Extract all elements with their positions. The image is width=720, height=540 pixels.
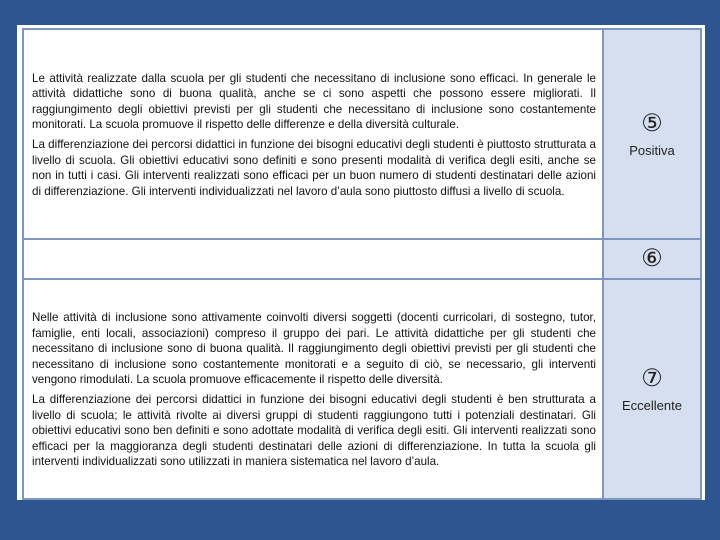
description-cell (23, 279, 603, 499)
evaluation-rubric-table (22, 28, 702, 500)
level-label: Eccellente (622, 397, 682, 413)
level-cell (603, 279, 701, 499)
rubric-row-positiva (23, 29, 701, 239)
description-paragraph: Le attività realizzate dalla scuola per gli studenti che necessitano di inclusione sono efficaci. In generale le attività didattiche sono di buona qualità, anche se ci sono aspetti che possono essere migliorati. Il raggiungimento degli obiettivi previsti per gli studenti che necessitano di inclusione sono costantemente monitorati. La scuola promuove il rispetto delle differenze e della diversità culturale. (32, 71, 596, 132)
description-paragraph: Nelle attività di inclusione sono attivamente coinvolti diversi soggetti (docenti curricolari, di sostegno, tutor, famiglie, enti locali, associazioni) compreso il gruppo dei pari. Le attività didattiche per gli studenti che necessitano di inclusione sono di buona qualità. Il raggiungimento degli obiettivi previsti per gli studenti che necessitano di inclusione sono costantemente monitorati e a seguito di ciò, se necessario, gli interventi vengono rimodulati. La scuola promuove efficacemente il rispetto delle diversità. (32, 311, 596, 387)
level-number: ⑦ (641, 364, 663, 392)
level-number: ⑤ (641, 109, 663, 137)
level-label: Positiva (629, 142, 675, 158)
rubric-row-eccellente (23, 279, 701, 499)
description-paragraph: La differenziazione dei percorsi didattici in funzione dei bisogni educativi degli studenti è piuttosto strutturata a livello di scuola. Gli obiettivi educativi sono definiti e sono presenti modalità di verifica degli esiti, anche se non in tutti i casi. Gli interventi realizzati sono efficaci per un buon numero di studenti destinatari delle azioni di differenziazione. Gli interventi individualizzati nel lavoro d’aula sono piuttosto diffusi a livello di scuola. (32, 138, 596, 198)
level-number: ⑥ (641, 245, 663, 272)
level-cell (603, 239, 701, 279)
description-cell-empty (23, 239, 603, 279)
description-paragraph: La differenziazione dei percorsi didattici in funzione dei bisogni educativi degli studenti è ben strutturata a livello di scuola; le attività rivolte ai diversi gruppi di studenti raggiungono tutti i potenziali destinatari. Gli obiettivi educativi sono ben definiti e sono adottate modalità di verifica degli esiti. Gli interventi realizzati sono efficaci per la maggioranza degli studenti destinatari delle azioni di differenziazione. In tutta la scuola gli interventi individualizzati sono utilizzati in maniera sistematica nel lavoro d’aula. (32, 393, 596, 469)
description-cell (23, 29, 603, 239)
rubric-row-intermediate (23, 239, 701, 279)
level-cell (603, 29, 701, 239)
